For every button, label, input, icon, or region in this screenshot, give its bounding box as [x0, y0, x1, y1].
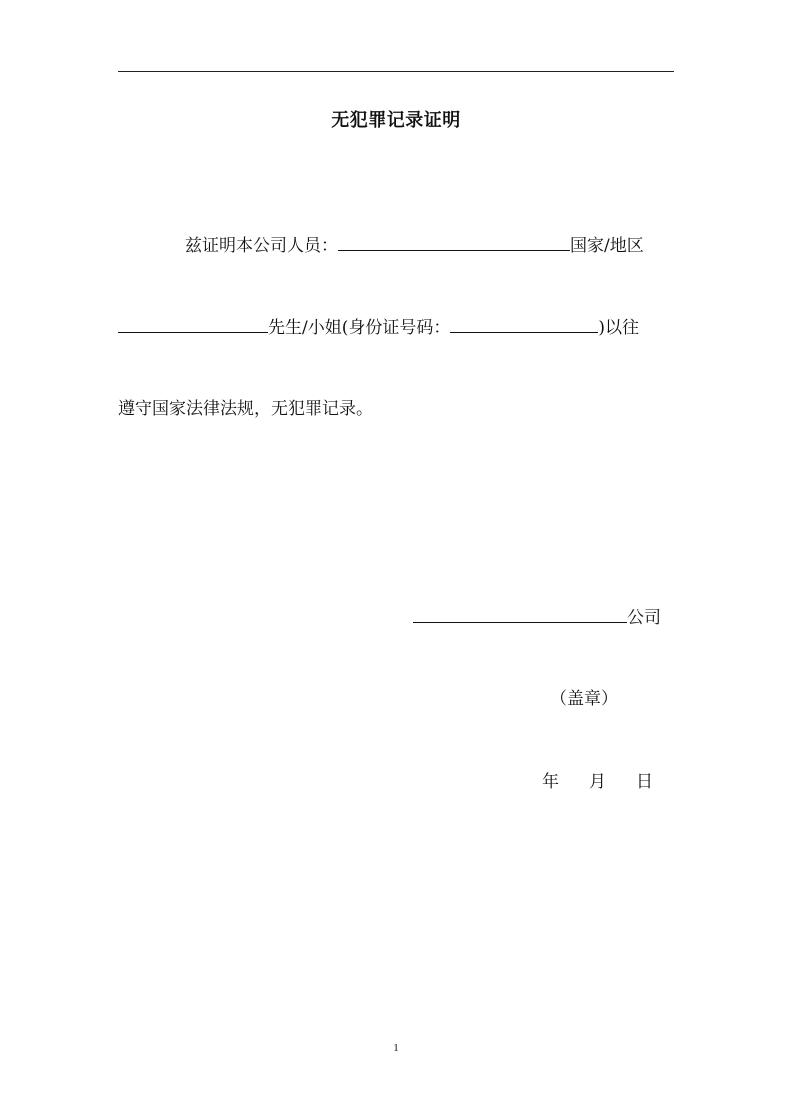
line1-suffix: 国家/地区 — [570, 236, 644, 256]
nationality-blank[interactable] — [338, 233, 570, 251]
date-day: 日 — [636, 772, 653, 792]
date-year: 年 — [542, 772, 559, 792]
certificate-line-1 — [185, 233, 644, 257]
date-line — [542, 771, 653, 793]
company-line — [413, 605, 661, 629]
name-blank[interactable] — [118, 315, 268, 333]
line1-prefix: 兹证明本公司人员： — [185, 236, 338, 256]
company-suffix: 公司 — [627, 608, 661, 628]
date-month: 月 — [589, 772, 606, 792]
header-rule — [118, 71, 674, 72]
certificate-line-3: 遵守国家法律法规，无犯罪记录。 — [118, 399, 373, 419]
company-name-blank[interactable] — [413, 605, 627, 623]
seal-label: （盖章） — [550, 689, 618, 709]
line2-middle: 先生/小姐(身份证号码： — [268, 318, 451, 338]
line2-suffix: )以往 — [598, 318, 640, 338]
page-title: 无犯罪记录证明 — [331, 110, 461, 131]
id-number-blank[interactable] — [450, 315, 598, 333]
page-number: 1 — [393, 1042, 399, 1054]
certificate-line-2 — [118, 315, 639, 339]
